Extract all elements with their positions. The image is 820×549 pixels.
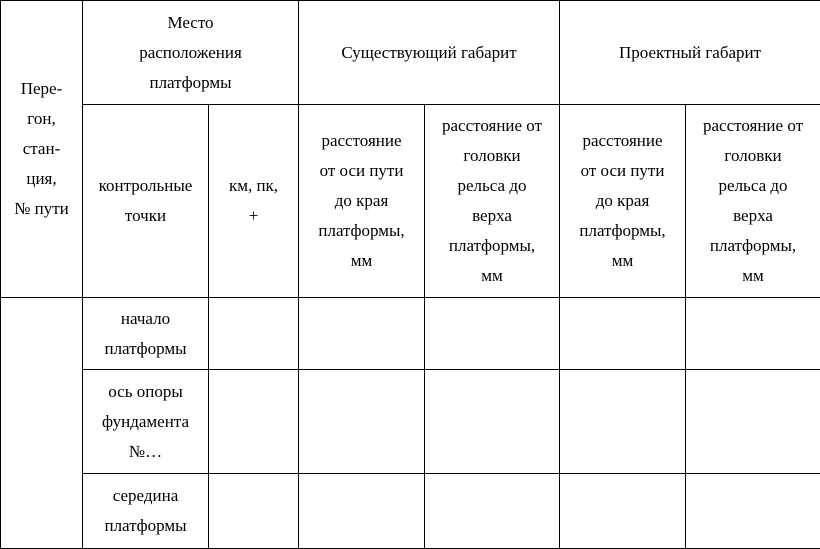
existing-axis-cell xyxy=(299,370,425,474)
existing-axis-cell xyxy=(299,474,425,549)
table-row xyxy=(1,370,820,474)
header-existing-clearance: Существующий габарит xyxy=(299,1,560,105)
control-point-cell: ось опоры фундамента №… xyxy=(83,370,209,474)
header-segment: Пере- гон, стан- ция, № пути xyxy=(1,1,83,298)
header-existing-dist-rail: расстояние от головки рельса до верха платформы, мм xyxy=(425,105,560,298)
km-pk-cell xyxy=(209,298,299,370)
header-control-points: контрольные точки xyxy=(83,105,209,298)
header-design-clearance: Проектный габарит xyxy=(560,1,820,105)
header-design-dist-rail: расстояние от головки рельса до верха платформы, мм xyxy=(686,105,820,298)
header-location: Место расположения платформы xyxy=(83,1,299,105)
header-existing-dist-axis: расстояние от оси пути до края платформы, мм xyxy=(299,105,425,298)
design-rail-cell xyxy=(686,370,820,474)
design-rail-cell xyxy=(686,298,820,370)
existing-rail-cell xyxy=(425,370,560,474)
km-pk-cell xyxy=(209,474,299,549)
design-rail-cell xyxy=(686,474,820,549)
control-point-cell: середина платформы xyxy=(83,474,209,549)
header-km-pk: км, пк, + xyxy=(209,105,299,298)
header-design-dist-axis: расстояние от оси пути до края платформы, мм xyxy=(560,105,686,298)
design-axis-cell xyxy=(560,298,686,370)
km-pk-cell xyxy=(209,370,299,474)
design-axis-cell xyxy=(560,370,686,474)
table-row xyxy=(1,474,820,549)
segment-cell xyxy=(1,298,83,549)
design-axis-cell xyxy=(560,474,686,549)
existing-axis-cell xyxy=(299,298,425,370)
existing-rail-cell xyxy=(425,474,560,549)
table-row xyxy=(1,298,820,370)
existing-rail-cell xyxy=(425,298,560,370)
control-point-cell: начало платформы xyxy=(83,298,209,370)
